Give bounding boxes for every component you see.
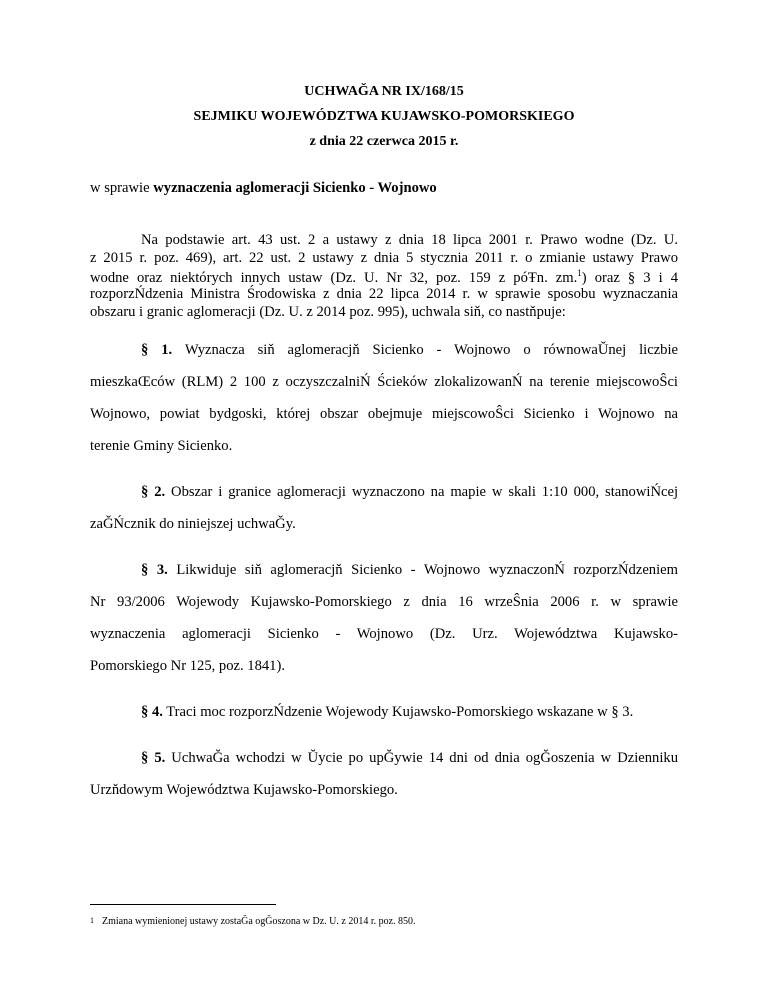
footnote-reference: 1 bbox=[577, 268, 582, 278]
footnote-mark: 1 bbox=[90, 916, 94, 925]
section-2-text-1: Obszar i granice aglomeracji wyznaczono na mapie w skali 1:10 000, stanowiŃcej bbox=[171, 484, 678, 500]
preamble-line-1: Na podstawie art. 43 ust. 2 a ustawy z dnia 18 lipca 2001 r. Prawo wodne (Dz. U. bbox=[141, 232, 678, 248]
section-3-line-3: wyznaczenia aglomeracji Sicienko - Wojnowo (Dz. Urz. Województwa Kujawsko- bbox=[90, 626, 678, 642]
section-3-line-1 bbox=[141, 562, 678, 579]
resolution-authority: SEJMIKU WOJEWÓDZTWA KUJAWSKO-POMORSKIEGO bbox=[193, 109, 575, 124]
section-4-text-1: Traci moc rozporzŃdzenie Wojewody Kujawsko-Pomorskiego wskazane w § 3. bbox=[166, 704, 634, 720]
preamble-line-4: rozporzŃdzenia Ministra Środowiska z dnia 22 lipca 2014 r. w sprawie sposobu wyznaczania bbox=[90, 286, 678, 302]
resolution-title: UCHWAĞA NR IX/168/15 bbox=[304, 84, 464, 99]
subject-prefix: w sprawie bbox=[90, 180, 154, 196]
section-4-number: § 4. bbox=[141, 704, 163, 720]
section-5-text-1: UchwaĞa wchodzi w Ŭycie po upĞywie 14 dni od dnia ogĞoszenia w Dzienniku bbox=[171, 750, 679, 766]
section-5-line-1 bbox=[141, 750, 678, 767]
section-1-line-2: mieszkaŒców (RLM) 2 100 z oczyszczalniŃ Ścieków zlokalizowanŃ na terenie miejscowoŜci bbox=[90, 374, 678, 390]
subject-title: wyznaczenia aglomeracji Sicienko - Wojnowo bbox=[153, 180, 437, 196]
section-1-line-3: Wojnowo, powiat bydgoski, której obszar obejmuje miejscowoŜci Sicienko i Wojnowo na bbox=[90, 406, 678, 422]
resolution-date: z dnia 22 czerwca 2015 r. bbox=[309, 134, 459, 149]
section-3-number: § 3. bbox=[141, 562, 168, 578]
section-1-line-1 bbox=[141, 342, 678, 359]
section-1-number: § 1. bbox=[141, 342, 173, 358]
subject-line bbox=[90, 180, 678, 197]
footnote-separator bbox=[90, 904, 276, 905]
preamble-line-2: z 2015 r. poz. 469), art. 22 ust. 2 ustawy z dnia 5 stycznia 2011 r. o zmianie ustawy Prawo bbox=[90, 250, 678, 266]
section-3-line-2: Nr 93/2006 Wojewody Kujawsko-Pomorskiego z dnia 16 wrzeŜnia 2006 r. w sprawie bbox=[90, 594, 678, 610]
footnote bbox=[90, 916, 416, 927]
section-1-line-4: terenie Gminy Sicienko. bbox=[90, 438, 233, 454]
section-2-number: § 2. bbox=[141, 484, 166, 500]
preamble-line-3 bbox=[90, 268, 678, 287]
section-5-number: § 5. bbox=[141, 750, 166, 766]
section-1-text-1: Wyznacza siň aglomeracjň Sicienko - Wojnowo o równowaŬnej liczbie bbox=[184, 342, 679, 358]
section-3-text-1: Likwiduje siň aglomeracjň Sicienko - Wojnowo wyznaczonŃ rozporzŃdzeniem bbox=[176, 562, 678, 578]
preamble-line-5: obszaru i granic aglomeracji (Dz. U. z 2014 poz. 995), uchwala siň, co nastňpuje: bbox=[90, 304, 566, 320]
section-2-line-2: zaĞŃcznik do niniejszej uchwaĞy. bbox=[90, 516, 296, 532]
section-5-line-2: Urzňdowym Województwa Kujawsko-Pomorskiego. bbox=[90, 782, 398, 798]
preamble-line-3-a: wodne oraz niektórych innych ustaw (Dz. U. Nr 32, poz. 159 z póŦn. zm. bbox=[90, 269, 578, 286]
section-3-line-4: Pomorskiego Nr 125, poz. 1841). bbox=[90, 658, 285, 674]
section-2-line-1 bbox=[141, 484, 678, 501]
section-4-line-1 bbox=[141, 704, 678, 721]
preamble-line-3-b: ) oraz § 3 i 4 bbox=[581, 269, 678, 286]
footnote-text: Zmiana wymienionej ustawy zostaĞa ogĞoszona w Dz. U. z 2014 r. poz. 850. bbox=[102, 916, 416, 927]
